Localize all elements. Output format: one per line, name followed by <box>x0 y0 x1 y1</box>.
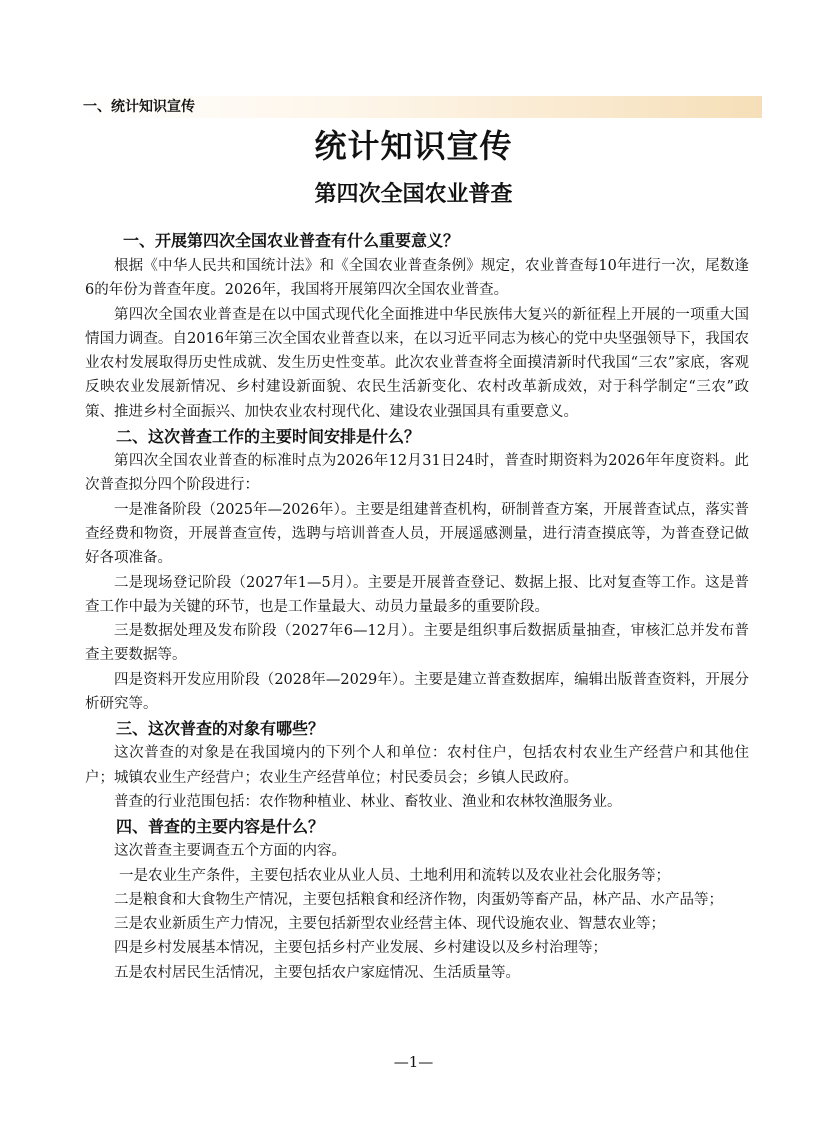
paragraph: 普查的行业范围包括：农作物种植业、林业、畜牧业、渔业和农林牧渔服务业。 <box>114 793 622 810</box>
paragraph: 五是农村居民生活情况，主要包括农户家庭情况、生活质量等。 <box>114 964 520 981</box>
paragraph: 二是粮食和大食物生产情况，主要包括粮食和经济作物，肉蛋奶等畜产品，林产品、水产品等； <box>114 891 723 908</box>
section-banner-label: 一、统计知识宣传 <box>83 99 195 115</box>
paragraph: 这次普查主要调查五个方面的内容。 <box>114 843 346 860</box>
paragraph: 第四次全国农业普查是在以中国式现代化全面推进中华民族伟大复兴的新征程上开展的一项重大国情国力调查。自2016年第三次全国农业普查以来，在以习近平同志为核心的党中央坚强领导下，我国农业农村发展取得历史性成就、发生历史性变革。此次农业普查将全面摸清新时代我国“三农”家底，客观反映农业发展新情况、乡村建设新面貌、农民生活新变化、农村改革新成效，对于科学制定“三农”政策、推进乡村全面振兴、加快农业农村现代化、建设农业强国具有重要意义。 <box>85 306 749 420</box>
paragraph: 一是准备阶段（2025年—2026年）。主要是组建普查机构，研制普查方案，开展普查试点，落实普查经费和物资，开展普查宣传，选聘与培训普查人员，开展遥感测量，进行清查摸底等，为普查登记做好各项准备。 <box>85 501 749 567</box>
document-title: 统计知识宣传 <box>314 127 513 165</box>
paragraph: 二是现场登记阶段（2027年1—5月）。主要是开展普查登记、数据上报、比对复查等工作。这是普查工作中最为关键的环节，也是工作量最大、动员力量最多的重要阶段。 <box>85 574 749 615</box>
document-subtitle: 第四次全国农业普查 <box>314 182 513 207</box>
section-heading-subjects: 三、这次普查的对象有哪些？ <box>116 719 325 739</box>
paragraph: 这次普查的对象是在我国境内的下列个人和单位：农村住户，包括农村农业生产经营户和其他住户；城镇农业生产经营户；农业生产经营单位；村民委员会；乡镇人民政府。 <box>85 745 749 786</box>
paragraph: 第四次全国农业普查的标准时点为2026年12月31日24时，普查时期资料为2026年年度资料。此次普查拟分四个阶段进行： <box>85 453 749 494</box>
paragraph: 三是数据处理及发布阶段（2027年6—12月）。主要是组织事后数据质量抽查，审核汇总并发布普查主要数据等。 <box>85 623 749 664</box>
section-banner <box>79 96 762 118</box>
section-heading-schedule: 二、这次普查工作的主要时间安排是什么？ <box>116 427 421 447</box>
section-heading-significance: 一、开展第四次全国农业普查有什么重要意义？ <box>123 231 460 250</box>
document-body <box>85 228 749 985</box>
section-heading-content: 四、普查的主要内容是什么？ <box>116 817 325 837</box>
paragraph: 四是资料开发应用阶段（2028年—2029年）。主要是建立普查数据库，编辑出版普查资料，开展分析研究等。 <box>85 671 749 713</box>
paragraph: 四是乡村发展基本情况，主要包括乡村产业发展、乡村建设以及乡村治理等； <box>114 940 607 957</box>
paragraph: 根据《中华人民共和国统计法》和《全国农业普查条例》规定，农业普查每10年进行一次，尾数逢6的年份为普查年度。2026年，我国将开展第四次全国农业普查。 <box>85 258 749 299</box>
paragraph: 一是农业生产条件，主要包括农业从业人员、土地利用和流转以及农业社会化服务等； <box>119 867 670 884</box>
paragraph: 三是农业新质生产力情况，主要包括新型农业经营主体、现代设施农业、智慧农业等； <box>114 916 665 933</box>
page-number: —1— <box>393 1053 434 1071</box>
